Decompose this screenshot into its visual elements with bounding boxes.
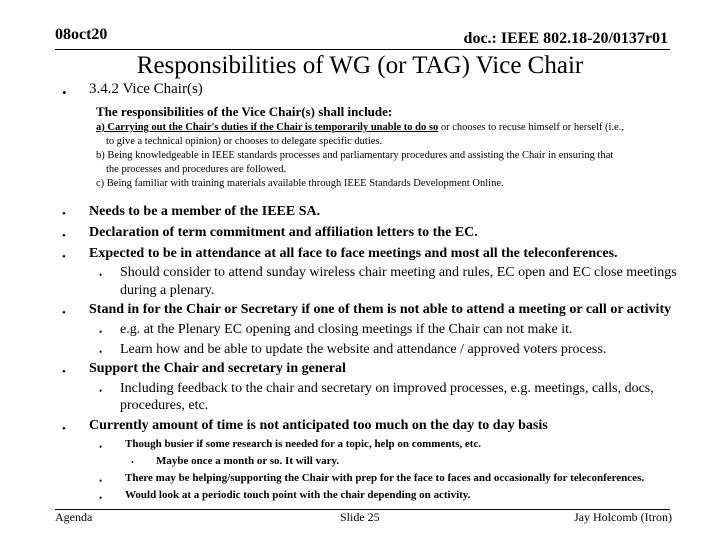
bullet-time-amount: Currently amount of time is not anticipated too much on the day to day basis — [89, 418, 548, 433]
section-intro: The responsibilities of the Vice Chair(s) shall include: — [96, 104, 393, 119]
sub-feedback-l2: procedures, etc. — [120, 398, 209, 413]
item-c-line1: c) Being familiar with training materials available through IEEE Standards Development Online. — [96, 178, 504, 189]
bullet-declaration: Declaration of term commitment and affiliation letters to the EC. — [89, 225, 478, 240]
bullet: • — [62, 307, 66, 319]
footer-slide-number: Slide 25 — [340, 510, 380, 524]
sub-update-website: Learn how and be able to update the website and attendance / approved voters process. — [120, 342, 607, 357]
item-a-line2: to give a technical opinion) or chooses to delegate specific duties. — [106, 136, 383, 147]
item-a-underlined: a) Carrying out the Chair's duties if the Chair is temporarily unable to do so — [96, 122, 439, 133]
sub-bullet: • — [99, 327, 103, 337]
bullet: • — [62, 423, 66, 435]
sub-research: Though busier if some research is needed for a topic, help on comments, etc. — [125, 438, 482, 450]
sub-sunday-meeting-l2: during a plenary. — [120, 283, 215, 298]
item-b-line2: the processes and procedures are followed. — [106, 164, 287, 175]
sub-sunday-meeting-l1: Should consider to attend sunday wireless chair meeting and rules, EC open and EC close meetings — [120, 265, 677, 280]
bullet: • — [62, 85, 67, 100]
sub-prep-help: There may be helping/supporting the Chair with prep for the face to faces and occasionally for teleconferences. — [125, 472, 645, 484]
bullet-ieee-sa-member: Needs to be a member of the IEEE SA. — [89, 204, 321, 219]
footer-author: Jay Holcomb (Itron) — [574, 510, 672, 524]
sub-bullet: • — [99, 442, 103, 452]
sub-bullet: • — [99, 476, 103, 486]
header-date: 08oct20 — [55, 26, 108, 43]
bullet: • — [62, 230, 66, 242]
item-a-line1 — [96, 122, 624, 133]
item-b-line1: b) Being knowledgeable in IEEE standards processes and parliamentary procedures and assisting the Chair in ensuring that — [96, 150, 614, 161]
slide-title: Responsibilities of WG (or TAG) Vice Chair — [136, 52, 584, 79]
sub-bullet: • — [99, 493, 103, 503]
sub-plenary-ec: e.g. at the Plenary EC opening and closing meetings if the Chair can not make it. — [120, 322, 573, 337]
bullet: • — [62, 208, 66, 220]
bullet: • — [62, 251, 66, 263]
bullet-stand-in: Stand in for the Chair or Secretary if one of them is not able to attend a meeting or call or activity — [89, 302, 672, 317]
sub-bullet: • — [99, 386, 103, 396]
bullet-attendance: Expected to be in attendance at all face to face meetings and most all the teleconferences. — [89, 246, 618, 261]
sub-sub-monthly: Maybe once a month or so. It will vary. — [156, 455, 340, 467]
sub-feedback-l1: Including feedback to the chair and secretary on improved processes, e.g. meetings, calls, docs, — [120, 381, 654, 396]
sub-sub-bullet: • — [131, 458, 134, 467]
footer-left: Agenda — [55, 510, 93, 524]
header-doc-id: doc.: IEEE 802.18-20/0137r01 — [463, 30, 668, 47]
bullet: • — [62, 366, 66, 378]
bullet-support: Support the Chair and secretary in general — [89, 361, 346, 376]
header-rule — [55, 49, 670, 50]
sub-bullet: • — [99, 347, 103, 357]
item-a-rest: or chooses to recuse himself or herself (i.e., — [438, 122, 624, 133]
section-heading: 3.4.2 Vice Chair(s) — [89, 81, 203, 97]
sub-bullet: • — [99, 270, 103, 280]
sub-touch-point: Would look at a periodic touch point with the chair depending on activity. — [125, 489, 471, 501]
